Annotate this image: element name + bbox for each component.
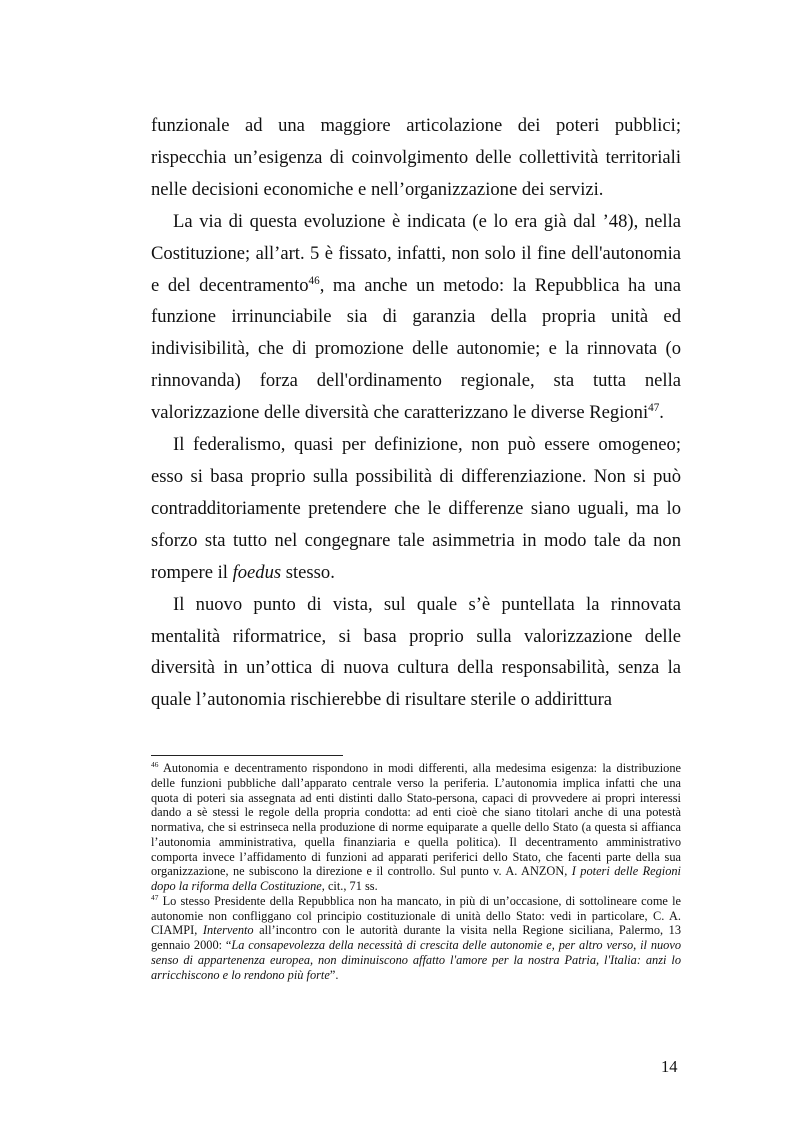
page-number: 14 <box>661 1057 678 1076</box>
footnote-47-part-c: ”. <box>329 967 339 982</box>
footnote-ref-46: 46 <box>308 274 320 287</box>
paragraph-2-part-b: , ma anche un metodo: la Repubblica ha una funzione irrinunciabile sia di garanzia della propria unità ed indivisibilità, che di promozione delle autonomie; e la rinnovata (o rinnovanda) forza dell'ordinamento regionale, sta tutta nella valorizzazione delle diversità che caratterizzano le diverse Regioni <box>151 274 681 424</box>
paragraph-4: Il nuovo punto di vista, sul quale s’è puntellata la rinnovata mentalità riformatrice, si basa proprio sulla valorizzazione delle diversità in un’ottica di nuova cultura della responsabilità, senza la quale l’autonomia rischierebbe di risultare sterile o addirittura <box>151 593 681 711</box>
footnotes <box>151 761 681 982</box>
footnote-47-part-a: Lo stesso Presidente della Repubblica non ha mancato, in più di un’occasione, di sottolineare come le autonomie non confliggano col principio costituzionale di unità dello Stato: vedi in particolare, C. A. CIAMPI, <box>151 893 681 938</box>
paragraph-3-part-b: stesso. <box>281 561 335 583</box>
footnote-47-number: 47 <box>151 892 159 902</box>
paragraph-3-part-a: Il federalismo, quasi per definizione, non può essere omogeneo; esso si basa proprio sulla possibilità di differenziazione. Non si può contradditoriamente pretendere che le differenze siano uguali, ma lo sforzo sta tutto nel congegnare tale asimmetria in modo tale da non rompere il <box>151 434 681 583</box>
paragraph-3-italic: foedus <box>232 561 282 583</box>
footnote-47-italic-1: Intervento <box>202 923 254 938</box>
footnote-47-part-b: all’incontro con le autorità durante la visita nella Regione siciliana, Palermo, 13 gennaio 2000: “ <box>151 923 681 952</box>
footnote-46-italic: I poteri delle Regioni dopo la riforma della Costituzione <box>151 864 681 893</box>
paragraph-2 <box>151 206 681 429</box>
footnote-47 <box>151 894 681 983</box>
main-text <box>151 110 681 716</box>
paragraph-1: funzionale ad una maggiore articolazione dei poteri pubblici; rispecchia un’esigenza di coinvolgimento delle collettività territoriali nelle decisioni economiche e nell’organizzazione dei servizi. <box>151 115 681 200</box>
footnote-47-italic-2: La consapevolezza della necessità di crescita delle autonomie e, per altro verso, il nuovo senso di appartenenza europea, non diminuiscono affatto l'amore per la nostra Patria, l'Italia: anzi lo arricchiscono e lo rendono più forte <box>151 938 681 982</box>
paragraph-3 <box>151 429 681 589</box>
footnote-46-number: 46 <box>151 759 159 769</box>
footnote-46 <box>151 761 681 894</box>
footnote-46-part-b: , cit., 71 ss. <box>321 879 378 893</box>
footnote-separator <box>151 755 343 756</box>
footnote-ref-47: 47 <box>648 401 660 414</box>
paragraph-2-part-a: La via di questa evoluzione è indicata (e lo era già dal ’48), nella Costituzione; all’art. 5 è fissato, infatti, non solo il fine dell'autonomia e del decentramento <box>151 210 681 296</box>
footnote-46-part-a: Autonomia e decentramento rispondono in modi differenti, alla medesima esigenza: la distribuzione delle funzioni pubbliche dall’apparato centrale verso la periferia. L’autonomia implica infatti che una quota di poteri sia assegnata ad enti distinti dallo Stato-persona, capaci di provvedere ai propri interessi dando a sè stessi le regole della propria condotta: ad enti cioè che siano titolari anche di una potestà normativa, che si estrinseca nella produzione di norme equiparate a quelle dello Stato (a questa si affianca l’autonomia amministrativa, quella finanziaria e quella politica). Il decentramento amministrativo comporta invece l’affidamento di funzioni ad apparati periferici dello Stato, che facenti parte della sua organizzazione, ne subiscono la direzione e il controllo. Sul punto v. A. ANZON, <box>151 761 681 879</box>
paragraph-2-part-c: . <box>659 402 664 424</box>
